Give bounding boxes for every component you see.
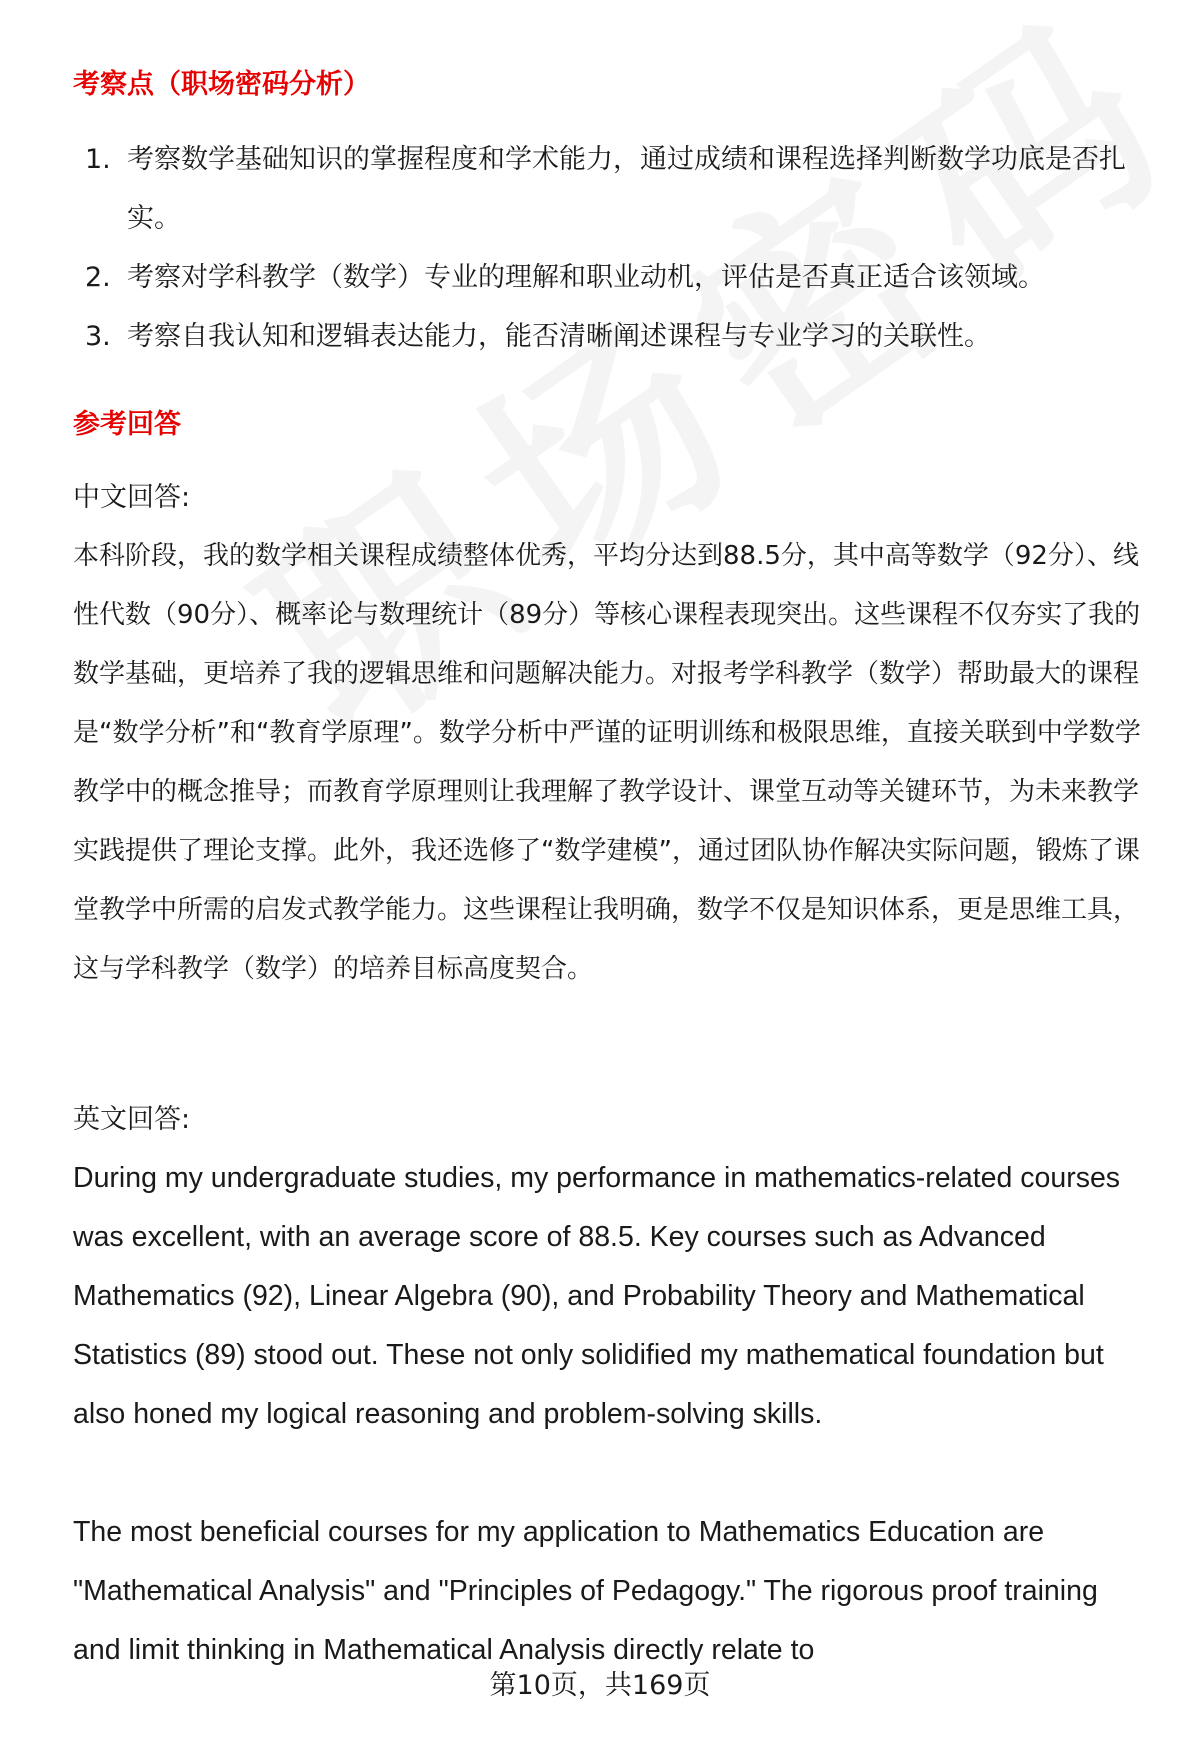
chinese-answer-text: 本科阶段，我的数学相关课程成绩整体优秀，平均分达到88.5分，其中高等数学（92分）、线性代数（90分）、概率论与数理统计（89分）等核心课程表现突出。这些课程不仅夯实了我的数学基础，更培养了我的逻辑思维和问题解决能力。对报考学科教学（数学）帮助最大的课程是“数学分析”和“教育学原理”。数学分析中严谨的证明训练和极限思维，直接关联到中学数学教学中的概念推导；而教育学原理则让我理解了教学设计、课堂互动等关键环节，为未来教学实践提供了理论支撑。此外，我还选修了“数学建模”，通过团队协作解决实际问题，锻炼了课堂教学中所需的启发式教学能力。这些课程让我明确，数学不仅是知识体系，更是思维工具，这与学科教学（数学）的培养目标高度契合。 [73, 541, 1141, 984]
list-text: 考察数学基础知识的掌握程度和学术能力，通过成绩和课程选择判断数学功底是否扎实。 [127, 144, 1126, 234]
english-answer-paragraph-2: The most beneficial courses for my application to Mathematics Education are "Mathematical Analysis" and "Principles of Pedagogy." The rigorous proof training and limit thinking in Mathematical Analysis directly relate to [73, 1516, 1098, 1666]
list-number: 1. [85, 144, 111, 175]
list-item [85, 307, 1145, 366]
list-number: 3. [85, 321, 111, 352]
english-answer-paragraph-1: During my undergraduate studies, my performance in mathematics-related courses was excellent, with an average score of 88.5. Key courses such as Advanced Mathematics (92), Linear Algebra (90), and Probability Theory and Mathematical Statistics (89) stood out. These not only solidified my mathematical foundation but also honed my logical reasoning and problem-solving skills. [73, 1162, 1121, 1430]
list-text: 考察对学科教学（数学）专业的理解和职业动机，评估是否真正适合该领域。 [127, 262, 1045, 293]
english-answer-label: 英文回答: [73, 1104, 191, 1135]
list-item [85, 248, 1145, 307]
chinese-answer-label: 中文回答: [73, 482, 191, 513]
list-item [85, 130, 1145, 248]
section-heading-reference: 参考回答 [73, 409, 181, 440]
list-number: 2. [85, 262, 111, 293]
section-heading-analysis: 考察点（职场密码分析） [73, 69, 370, 100]
page-number: 第10页，共169页 [489, 1670, 711, 1701]
list-text: 考察自我认知和逻辑表达能力，能否清晰阐述课程与专业学习的关联性。 [127, 321, 991, 352]
